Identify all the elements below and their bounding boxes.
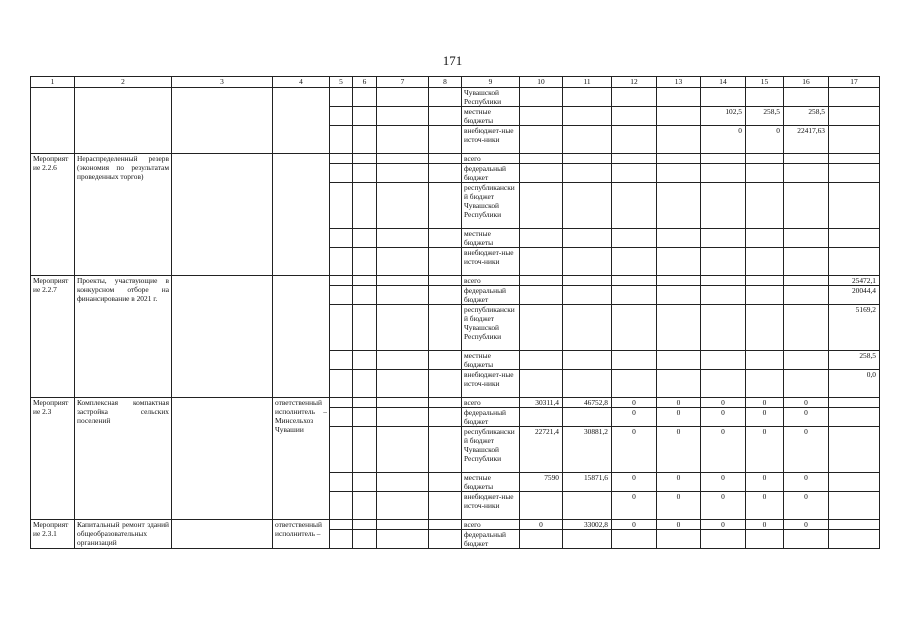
activity-code: Мероприятие 2.2.6 [31, 154, 75, 276]
value-cell: 0 [612, 408, 657, 427]
value-cell: 15871,6 [563, 473, 612, 492]
source-cell: федеральный бюджет [462, 286, 520, 305]
value-cell: 258,5 [746, 107, 784, 126]
value-cell: 22417,63 [784, 126, 829, 154]
value-cell: 0 [746, 520, 784, 530]
activity-code: Мероприятие 2.3.1 [31, 520, 75, 549]
value-cell: 46752,8 [563, 398, 612, 408]
value-cell: 0 [746, 398, 784, 408]
value-cell: 0 [784, 520, 829, 530]
table-row [31, 276, 880, 286]
source-cell: федеральный бюджет [462, 408, 520, 427]
column-header: 15 [746, 77, 784, 88]
column-number-row [31, 77, 880, 88]
table-row [31, 154, 880, 164]
source-cell: местные бюджеты [462, 229, 520, 248]
executor-cell: ответственный исполнитель – [273, 520, 330, 549]
value-cell: 0 [784, 408, 829, 427]
source-cell: федеральный бюджет [462, 164, 520, 183]
column-header: 12 [612, 77, 657, 88]
value-cell: 22721,4 [520, 427, 563, 473]
source-cell: республиканский бюджет Чувашской Республики [462, 427, 520, 473]
value-cell: 0 [612, 492, 657, 520]
column-header: 11 [563, 77, 612, 88]
value-cell: 30881,2 [563, 427, 612, 473]
value-cell: 0 [612, 473, 657, 492]
value-cell: 7590 [520, 473, 563, 492]
value-cell: 0 [746, 492, 784, 520]
value-cell: 0 [520, 520, 563, 530]
source-cell: республиканский бюджет Чувашской Республики [462, 305, 520, 351]
value-cell: 0 [746, 427, 784, 473]
value-cell: 20044,4 [829, 286, 880, 305]
source-cell: всего [462, 276, 520, 286]
activity-code: Мероприятие 2.3 [31, 398, 75, 520]
column-header: 5 [330, 77, 353, 88]
table-row [31, 398, 880, 408]
value-cell: 0 [746, 408, 784, 427]
value-cell: 0 [657, 520, 701, 530]
value-cell: 258,5 [829, 351, 880, 370]
executor-cell: ответственный исполнитель – Минсельхоз Чувашии [273, 398, 330, 520]
column-header: 6 [353, 77, 377, 88]
value-cell: 0 [701, 492, 746, 520]
column-header: 13 [657, 77, 701, 88]
value-cell: 0 [612, 398, 657, 408]
column-header: 8 [429, 77, 462, 88]
value-cell: 0 [784, 398, 829, 408]
column-header: 1 [31, 77, 75, 88]
value-cell: 0 [701, 398, 746, 408]
value-cell: 0 [657, 473, 701, 492]
column-header: 14 [701, 77, 746, 88]
source-cell: внебюджет-ные источ-ники [462, 126, 520, 154]
value-cell: 0 [746, 126, 784, 154]
page-number: 171 [442, 53, 463, 68]
table-row [31, 88, 880, 107]
financing-table [30, 76, 880, 549]
source-cell: всего [462, 398, 520, 408]
value-cell: 0 [701, 408, 746, 427]
table-row [31, 520, 880, 530]
value-cell: 33002,8 [563, 520, 612, 530]
value-cell: 25472,1 [829, 276, 880, 286]
source-cell: всего [462, 520, 520, 530]
value-cell: 0 [657, 398, 701, 408]
value-cell: 0 [784, 492, 829, 520]
source-cell: федеральный бюджет [462, 530, 520, 549]
column-header: 10 [520, 77, 563, 88]
value-cell: 0 [784, 473, 829, 492]
source-cell: местные бюджеты [462, 351, 520, 370]
column-header: 4 [273, 77, 330, 88]
column-header: 9 [462, 77, 520, 88]
value-cell: 0 [701, 427, 746, 473]
column-header: 17 [829, 77, 880, 88]
value-cell: 0 [701, 520, 746, 530]
column-header: 7 [377, 77, 429, 88]
value-cell: 0 [657, 427, 701, 473]
value-cell: 0 [612, 520, 657, 530]
value-cell: 0 [746, 473, 784, 492]
value-cell: 0,0 [829, 370, 880, 398]
column-header: 3 [172, 77, 273, 88]
activity-name: Капитальный ремонт зданий общеобразовательных организаций [75, 520, 172, 549]
value-cell: 5169,2 [829, 305, 880, 351]
value-cell: 0 [701, 126, 746, 154]
source-cell: внебюджет-ные источ-ники [462, 370, 520, 398]
source-cell: Чувашской Республики [462, 88, 520, 107]
source-cell: внебюджет-ные источ-ники [462, 492, 520, 520]
column-header: 16 [784, 77, 829, 88]
activity-code: Мероприятие 2.2.7 [31, 276, 75, 398]
value-cell: 30311,4 [520, 398, 563, 408]
activity-name: Нераспределенный резерв (экономия по результатам проведенных торгов) [75, 154, 172, 276]
source-cell: местные бюджеты [462, 107, 520, 126]
value-cell: 0 [612, 427, 657, 473]
source-cell: республиканский бюджет Чувашской Республики [462, 183, 520, 229]
source-cell: всего [462, 154, 520, 164]
activity-name: Проекты, участвующие в конкурсном отборе на финансирование в 2021 г. [75, 276, 172, 398]
column-header: 2 [75, 77, 172, 88]
value-cell: 102,5 [701, 107, 746, 126]
value-cell: 258,5 [784, 107, 829, 126]
value-cell: 0 [657, 408, 701, 427]
value-cell: 0 [701, 473, 746, 492]
source-cell: местные бюджеты [462, 473, 520, 492]
activity-name: Комплексная компактная застройка сельских поселений [75, 398, 172, 520]
value-cell: 0 [784, 427, 829, 473]
source-cell: внебюджет-ные источ-ники [462, 248, 520, 276]
value-cell: 0 [657, 492, 701, 520]
